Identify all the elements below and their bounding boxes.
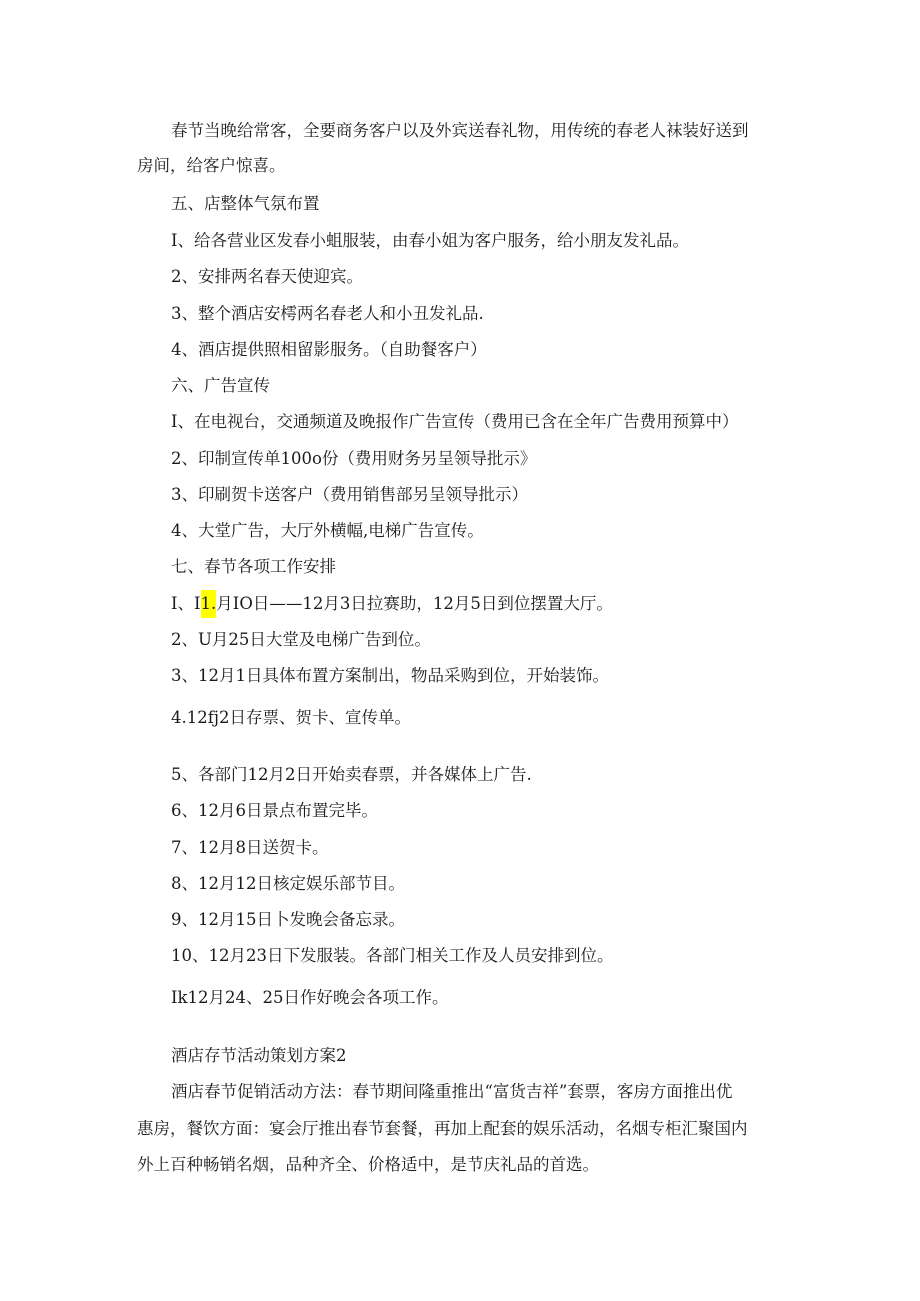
- section-7-item-6: 6、12月6日景点布置完毕。: [171, 801, 378, 820]
- section-6-item-3: 3、印刷贺卡送客户（费用销售部另呈领导批示）: [171, 485, 528, 504]
- section-7-item-1-rest: 月IO日——12月3日拉赛助，12月5日到位摆置大厅。: [216, 594, 613, 613]
- section-7-item-11: Ik12月24、25日作好晚会各项工作。: [171, 988, 449, 1007]
- plan-2-paragraph-line-2: 惠房，餐饮方面：宴会厅推出春节套餐，再加上配套的娱乐活动，名烟专柜汇聚国内: [137, 1119, 748, 1138]
- section-5-item-2: 2、安排两名春天使迎宾。: [171, 267, 363, 286]
- section-7-item-1-prefix: I、I: [171, 594, 201, 613]
- section-5-heading: 五、店整体气氛布置: [171, 194, 320, 213]
- section-7-item-2: 2、U月25日大堂及电梯广告到位。: [171, 630, 431, 649]
- section-5-item-3: 3、整个酒店安樗两名春老人和小丑发礼品.: [171, 304, 484, 323]
- section-6-heading: 六、广告宣传: [171, 376, 270, 395]
- section-7-item-9: 9、12月15日卜发晚会备忘录。: [171, 910, 405, 929]
- section-7-item-1: [171, 594, 613, 614]
- intro-paragraph-line-1: 春节当晚给常客，全要商务客户以及外宾送春礼物，用传统的春老人袜装好送到: [171, 121, 749, 140]
- plan-2-paragraph-line-1: 酒店春节促销活动方法：春节期间隆重推出“富货吉祥”套票，客房方面推出优: [171, 1082, 733, 1101]
- section-6-item-2: 2、印制宣传单100o份（费用财务另呈领导批示》: [171, 449, 537, 468]
- highlighted-text: 1.: [201, 590, 217, 618]
- section-7-item-8: 8、12月12日核定娱乐部节目。: [171, 874, 405, 893]
- section-6-item-1: I、在电视台，交通频道及晚报作广告宣传（费用已含在全年广告费用预算中）: [171, 412, 739, 431]
- section-7-item-3: 3、12月1日具体布置方案制出，物品采购到位，开始装饰。: [171, 666, 609, 685]
- section-5-item-4: 4、酒店提供照相留影服务。（自助餐客户）: [171, 340, 487, 359]
- plan-2-title: 酒店存节活动策划方案2: [171, 1046, 347, 1065]
- section-7-item-7: 7、12月8日送贺卡。: [171, 838, 329, 857]
- section-5-item-1: I、给各营业区发春小蛆服装，由春小姐为客户服务，给小朋友发礼品。: [171, 231, 690, 250]
- section-6-item-4: 4、大堂广告，大厅外横幅,电梯广告宣传。: [171, 521, 484, 540]
- plan-2-paragraph-line-3: 外上百种畅销名烟，品种齐全、价格适中，是节庆礼品的首选。: [137, 1155, 599, 1174]
- section-7-item-4: 4.12fj2日存票、贺卡、宣传单。: [171, 708, 411, 727]
- intro-paragraph-line-2: 房间，给客户惊喜。: [137, 156, 286, 175]
- section-7-item-10: 10、12月23日下发服装。各部门相关工作及人员安排到位。: [171, 946, 614, 965]
- section-7-heading: 七、春节各项工作安排: [171, 557, 336, 576]
- section-7-item-5: 5、各部门12月2日开始卖春票，并各媒体上广告.: [171, 765, 532, 784]
